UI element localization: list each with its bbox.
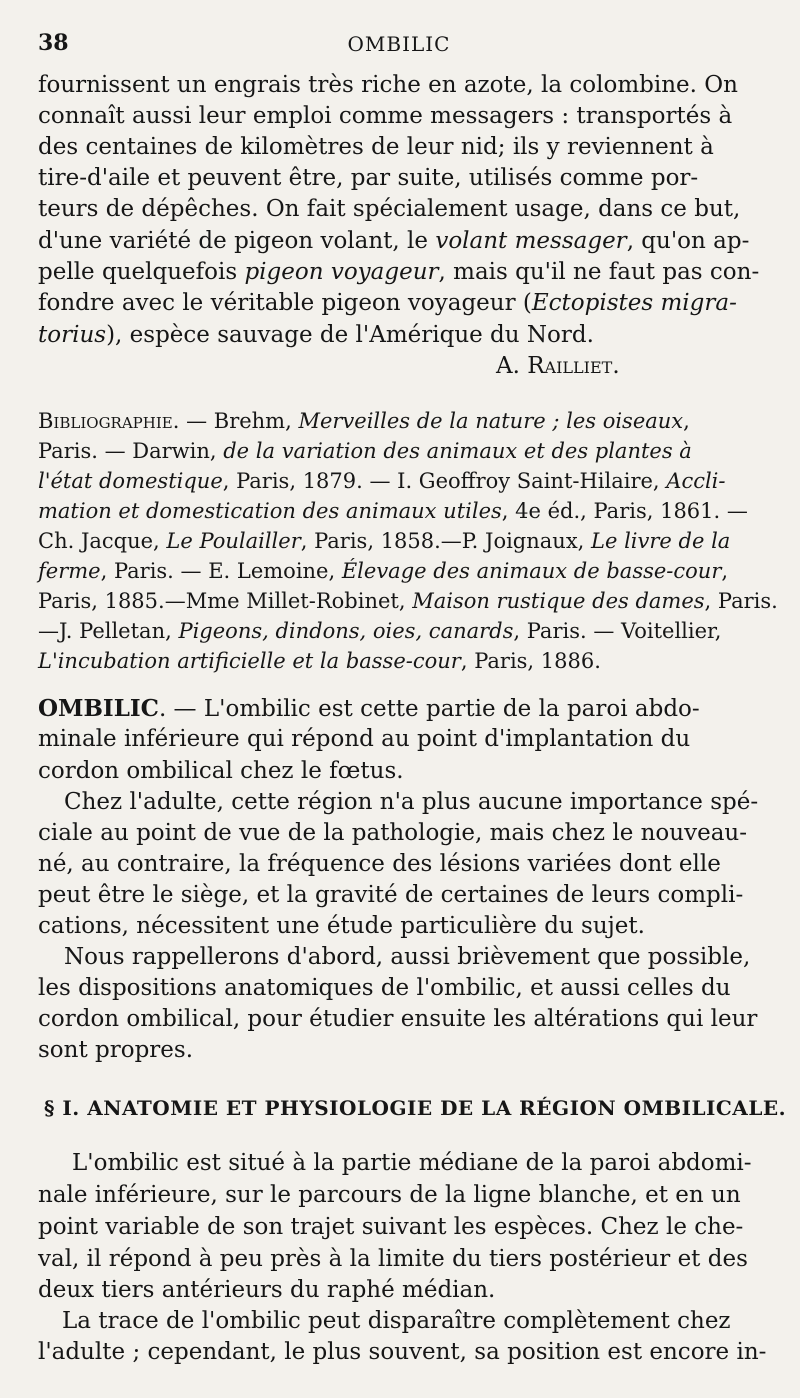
italic-term: Ectopistes migra- xyxy=(531,290,737,316)
italic-term: volant messager xyxy=(435,228,627,254)
text-span: , Paris, 1858.—P. Joignaux, xyxy=(300,529,592,553)
bib-line xyxy=(38,556,760,586)
text-span: Paris. — Darwin, xyxy=(38,439,224,463)
text-line: né, au contraire, la fréquence des lésions variées dont elle xyxy=(38,851,721,877)
text-span: , 4e éd., Paris, 1861. — xyxy=(501,499,748,523)
text-line: ciale au point de vue de la pathologie, mais chez le nouveau- xyxy=(38,820,747,846)
text-line: cordon ombilical chez le fœtus. xyxy=(38,758,404,784)
text-line xyxy=(38,693,760,725)
bib-line xyxy=(38,466,760,496)
italic-title: L'incubation artificielle et la basse-cour xyxy=(38,649,461,673)
text-line xyxy=(38,226,760,257)
text-span: ), espèce sauvage de l'Amérique du Nord. xyxy=(106,322,594,348)
text-span: fondre avec le véritable pigeon voyageur ( xyxy=(38,290,532,316)
text-line xyxy=(38,320,760,351)
section-heading: § I. ANATOMIE ET PHYSIOLOGIE DE LA RÉGION OMBILICALE. xyxy=(44,1096,787,1120)
bib-line xyxy=(38,616,760,646)
author-signature: A. Railliet. xyxy=(496,353,620,379)
text-span: , mais qu'il ne faut pas con- xyxy=(438,259,760,285)
italic-title: l'état domestique xyxy=(38,469,223,493)
bib-line xyxy=(38,646,760,676)
text-span: , qu'on ap- xyxy=(626,228,750,254)
text-span: Ch. Jacque, xyxy=(38,529,167,553)
text-line xyxy=(38,257,760,288)
running-title: OMBILIC xyxy=(347,32,451,56)
text-line: fournissent un engrais très riche en azote, la colombine. On xyxy=(38,72,738,98)
text-line: teurs de dépêches. On fait spécialement usage, dans ce but, xyxy=(38,196,741,222)
text-span: —J. Pelletan, xyxy=(38,619,179,643)
text-span: , xyxy=(683,409,690,433)
italic-title: Maison rustique des dames xyxy=(412,589,705,613)
text-span: Paris, 1885.—Mme Millet-Robinet, xyxy=(38,589,413,613)
italic-title: mation et domestication des animaux utiles xyxy=(38,499,502,523)
text-line: val, il répond à peu près à la limite du tiers postérieur et des xyxy=(38,1246,748,1272)
text-line: des centaines de kilomètres de leur nid; ils y reviennent à xyxy=(38,134,714,160)
text-span: d'une variété de pigeon volant, le xyxy=(38,228,436,254)
text-line: La trace de l'ombilic peut disparaître complètement chez xyxy=(62,1308,731,1334)
bib-line xyxy=(38,436,760,466)
italic-title: Accli- xyxy=(666,469,726,493)
italic-title: Le livre de la xyxy=(591,529,731,553)
italic-title: ferme xyxy=(38,559,101,583)
page-number: 38 xyxy=(38,30,69,56)
text-line: cordon ombilical, pour étudier ensuite les altérations qui leur xyxy=(38,1006,758,1032)
text-line: Nous rappellerons d'abord, aussi brièvement que possible, xyxy=(64,944,751,970)
text-line: nale inférieure, sur le parcours de la ligne blanche, et en un xyxy=(38,1182,741,1208)
text-line: minale inférieure qui répond au point d'implantation du xyxy=(38,726,691,752)
italic-title: Le Poulailler xyxy=(166,529,301,553)
text-span: , Paris, 1886. xyxy=(460,649,601,673)
page-header xyxy=(38,30,760,60)
italic-title: Élevage des animaux de basse-cour xyxy=(341,559,722,583)
bib-line xyxy=(38,406,760,436)
text-line: cations, nécessitent une étude particulière du sujet. xyxy=(38,913,645,939)
italic-term: torius xyxy=(38,322,107,348)
text-span: . — L'ombilic est cette partie de la paroi abdo- xyxy=(158,696,700,722)
text-line: connaît aussi leur emploi comme messagers : transportés à xyxy=(38,103,733,129)
italic-title: de la variation des animaux et des plantes à xyxy=(223,439,692,463)
text-line: peut être le siège, et la gravité de certaines de leurs compli- xyxy=(38,882,744,908)
text-line xyxy=(38,288,760,319)
text-line: Chez l'adulte, cette région n'a plus aucune importance spé- xyxy=(64,789,759,815)
text-line: deux tiers antérieurs du raphé médian. xyxy=(38,1277,496,1303)
text-span: , Paris. — E. Lemoine, xyxy=(100,559,342,583)
entry-headword: OMBILIC xyxy=(38,695,159,722)
text-line: point variable de son trajet suivant les espèces. Chez le che- xyxy=(38,1214,744,1240)
text-line: l'adulte ; cependant, le plus souvent, sa position est encore in- xyxy=(38,1339,767,1365)
bib-line xyxy=(38,586,778,616)
text-span: , Paris, 1879. — I. Geoffroy Saint-Hilaire, xyxy=(222,469,667,493)
text-line: sont propres. xyxy=(38,1037,194,1063)
bib-line xyxy=(38,526,760,556)
text-span: — Brehm, xyxy=(179,409,299,433)
text-line: tire-d'aile et peuvent être, par suite, utilisés comme por- xyxy=(38,165,699,191)
text-span: , Paris. xyxy=(704,589,778,613)
text-span: pelle quelquefois xyxy=(38,259,245,285)
italic-title: Pigeons, dindons, oies, canards xyxy=(178,619,514,643)
text-span: , Paris. — Voitellier, xyxy=(513,619,722,643)
text-span: , xyxy=(721,559,729,583)
italic-term: pigeon voyageur xyxy=(244,259,439,285)
italic-title: Merveilles de la nature ; les oiseaux xyxy=(298,409,684,433)
bib-line xyxy=(38,496,760,526)
bibliography-label: Bibliographie. xyxy=(38,409,180,433)
text-line: L'ombilic est situé à la partie médiane de la paroi abdomi- xyxy=(72,1150,752,1176)
text-line: les dispositions anatomiques de l'ombilic, et aussi celles du xyxy=(38,975,731,1001)
